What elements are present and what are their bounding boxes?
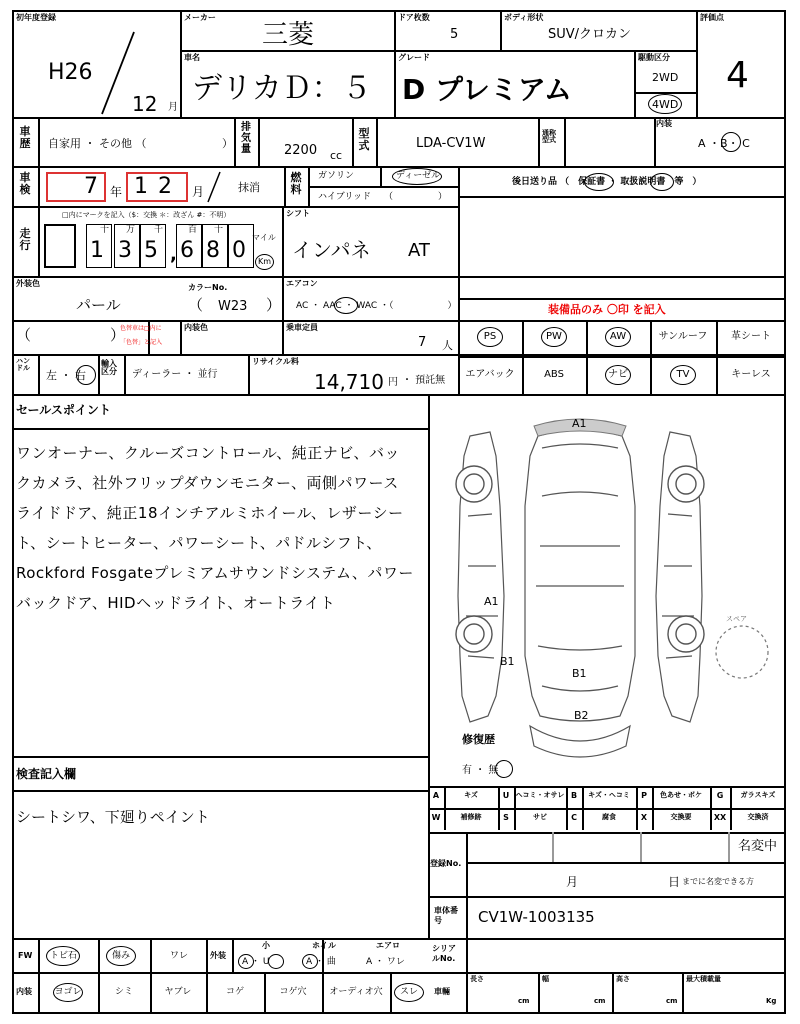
divider (612, 972, 614, 1014)
aero-options: A ・ ワレ (366, 957, 405, 967)
drive-circle-mark (648, 94, 682, 114)
aircon-options: AC ・ AAC ・ WAC ・（ ） (296, 301, 457, 311)
mileage-mark-box (44, 224, 76, 268)
divider (710, 786, 712, 830)
exterior-color-value: パール (76, 296, 121, 314)
equipment-item: TV (676, 369, 690, 380)
mileage-label: 走行 (19, 227, 31, 253)
equipment-item: PS (483, 331, 497, 342)
first-reg-label: 初年度登録 (16, 13, 56, 22)
name-change-label: 名変中 (738, 839, 778, 854)
odometer-digit: 3 (118, 238, 132, 263)
fw-damage-circle-mark (106, 946, 136, 966)
interior-damage-circle-mark (394, 983, 424, 1002)
divider (636, 786, 638, 830)
import-options: ディーラー ・ 並行 (132, 369, 218, 380)
fw-item-crack: ワレ (170, 951, 189, 961)
legend-cell: 交換済 (747, 813, 769, 821)
legend-cell: キズ・ヘコミ (588, 791, 630, 799)
mileage-note: □内にマークを記入（$：交換 ＊：改ざん #：不明） (62, 211, 231, 219)
color-no-paren-close: ） (266, 296, 282, 314)
odometer-unit-label: 百 (188, 225, 198, 235)
divider (696, 10, 698, 117)
divider (458, 166, 460, 394)
diagram-label-b1-side: B1 (500, 655, 515, 668)
interior-damage-item: スレ (399, 987, 418, 997)
aero-label: エアロ (376, 941, 400, 950)
drive-2wd: 2WD (652, 71, 679, 84)
mileage-unit-km: Km (258, 257, 272, 266)
fuel-hybrid-paren: （ ） (384, 192, 448, 202)
divider (500, 10, 502, 50)
legend-cell: S (503, 813, 509, 822)
max-load-unit: Kg (766, 997, 777, 1005)
divider (428, 832, 786, 834)
insp-month: 12 (134, 174, 182, 199)
repair-circle-mark (495, 760, 513, 778)
capacity-label: 乗車定員 (286, 323, 318, 332)
legend-cell: サビ (533, 813, 547, 821)
divider (538, 972, 540, 1014)
recycle-yen: 円 (388, 377, 398, 388)
registration-day: 日 (668, 875, 681, 889)
history-label: 車歴 (19, 125, 31, 151)
insp-slash (204, 170, 224, 204)
diagram-label-a1-top: A1 (572, 417, 587, 430)
divider (352, 117, 354, 166)
score-value: 4 (726, 55, 749, 96)
divider (12, 756, 428, 758)
insp-year-suffix: 年 (110, 185, 123, 199)
interior-grade-label: 内装 (656, 119, 672, 128)
divider (38, 354, 40, 394)
equipment-note: 装備品のみ 〇印 を記入 (548, 303, 666, 316)
divider (282, 320, 284, 354)
odometer-unit-label: 十 (100, 225, 110, 235)
legend-cell: 色あせ・ボケ (660, 791, 702, 799)
divider (458, 196, 786, 198)
small-label: 小 (262, 941, 270, 950)
equipment-item: 革シート (731, 331, 771, 342)
legend-cell: XX (713, 813, 727, 822)
divider (38, 938, 40, 1014)
handle-options: 左 ・ 右 (46, 369, 86, 382)
divider (466, 896, 468, 938)
fw-item-chip: トビ石 (50, 951, 78, 961)
color-no-label: カラーNo. (188, 283, 228, 292)
wheel-label: ホイル (312, 941, 336, 950)
width-label: 幅 (542, 975, 549, 983)
equipment-item: PW (546, 331, 562, 342)
interior-color-label: 内装色 (184, 323, 208, 332)
divider (428, 786, 786, 788)
color-no-paren-open: （ (188, 296, 204, 314)
divider (498, 786, 500, 830)
insp-cancelled: 抹消 (238, 181, 260, 194)
legend-cell: G (716, 791, 724, 800)
model-label: 型式 (358, 127, 370, 153)
interior-damage-item: ヨゴレ (54, 987, 82, 997)
sales-point-line: クカメラ、社外フリップダウンモニター、両側パワース (16, 474, 399, 492)
damage-diagram (430, 396, 786, 776)
recycle-label: リサイクル料 (252, 357, 299, 366)
insp-month-suffix: 月 (192, 185, 205, 199)
diagram-label-b1-rear: B1 (572, 667, 587, 680)
repair-history-title: 修復歴 (462, 733, 495, 746)
equipment-circle-mark (477, 327, 503, 347)
divider (376, 117, 378, 166)
interior-damage-label: 内装 (16, 987, 32, 996)
color-change-paren-close: ） (110, 326, 126, 344)
history-paren-close: ） (222, 137, 233, 150)
car-name-value: デリカＤ：５ (192, 71, 372, 106)
legend-cell: 交換要 (670, 813, 692, 821)
odometer-digit: 8 (206, 238, 220, 263)
score-label: 評価点 (700, 13, 724, 22)
displacement-label: 排気量 (241, 122, 251, 155)
fw-label: FW (18, 951, 33, 960)
drive-label: 駆動区分 (638, 53, 670, 62)
equipment-item: エアバック (465, 369, 515, 380)
color-change-paren-open: （ (16, 326, 32, 344)
interior-damage-item: コゲ (225, 987, 244, 997)
first-reg-month: 12 (132, 92, 158, 116)
sales-point-line: ライドドア、純正18インチアルミホイール、レザーシー (16, 504, 404, 522)
fw-chip-circle-mark (46, 946, 80, 966)
aircon-circle-mark (334, 297, 358, 314)
capacity-value: 7 (418, 335, 427, 350)
divider (232, 938, 234, 972)
diagram-label-b2: B2 (574, 709, 589, 722)
equipment-item: AW (609, 331, 627, 342)
registration-label: 登録No. (430, 859, 462, 868)
exterior-small-label: 外装 (210, 951, 226, 960)
small-circle-mark (238, 954, 254, 969)
diagram-spare: スペア (726, 615, 747, 623)
car-name-label: 車名 (184, 53, 200, 62)
handle-label: ハンドル (16, 357, 30, 372)
divider (12, 972, 428, 974)
length-label: 長さ (470, 975, 484, 983)
odometer-unit-label: 万 (126, 225, 136, 235)
shift-label: シフト (286, 209, 310, 218)
divider (282, 206, 284, 276)
equipment-item: ABS (544, 369, 564, 380)
divider (428, 808, 786, 810)
equipment-item: キーレス (731, 369, 771, 380)
inspection-notes-title: 検査記入欄 (16, 767, 77, 781)
divider (730, 786, 732, 830)
divider (538, 117, 540, 166)
divider (380, 166, 382, 186)
legend-cell: P (641, 791, 647, 800)
sales-point-title: セールスポイント (16, 403, 111, 417)
import-label: 輸入区分 (101, 359, 117, 376)
legend-cell: 腐食 (602, 813, 616, 821)
divider (150, 938, 152, 1014)
fw-item-damage: 傷み (112, 951, 131, 961)
interior-damage-item: シミ (114, 987, 133, 997)
displacement-unit: cc (330, 149, 343, 162)
divider (234, 117, 236, 166)
first-reg-month-suffix: 月 (168, 102, 178, 113)
body-type-value: SUV/クロカン (548, 27, 632, 42)
fuel-diesel: ディーゼル (396, 171, 441, 181)
later-docs-mark (650, 173, 674, 191)
common-model-label: 通称型式 (542, 129, 556, 144)
fuel-hybrid: ハイブリッド (318, 192, 372, 202)
divider (458, 356, 786, 358)
divider (682, 972, 684, 1014)
equipment-circle-mark (541, 327, 567, 347)
divider (640, 832, 642, 862)
divider (428, 972, 786, 974)
registration-month: 月 (566, 875, 579, 889)
fuel-circle-mark (392, 168, 442, 185)
odometer-unit-label: 千 (154, 225, 164, 235)
drive-4wd: 4WD (652, 98, 679, 111)
equipment-circle-mark (605, 365, 631, 385)
vin-label: 車体番号 (434, 906, 458, 926)
height-unit: cm (666, 997, 678, 1005)
divider (12, 790, 428, 792)
divider (206, 938, 208, 1014)
color-no-value: W23 (218, 299, 248, 314)
interior-grade-options: A ・B・ C (698, 137, 750, 150)
max-load-label: 最大積載量 (686, 975, 721, 983)
odometer-digit: 1 (90, 238, 104, 263)
height-label: 高さ (616, 975, 630, 983)
legend-cell: B (570, 791, 578, 800)
repair-history-options: 有 ・ 無 (462, 765, 499, 776)
registration-deadline: までに名変できる方 (682, 877, 754, 886)
divider (180, 320, 182, 354)
divider (466, 938, 468, 1014)
shift-position: インパネ (292, 238, 371, 262)
divider (308, 186, 458, 188)
interior-damage-circle-mark (53, 983, 83, 1002)
divider (180, 10, 182, 117)
handle-circle-mark (76, 365, 96, 385)
divider (566, 786, 568, 830)
sales-point-line: ト、シートヒーター、パワーシート、パドルシフト、 (16, 534, 382, 552)
legend-cell: ヘコミ・オサレ (515, 791, 565, 799)
divider (514, 786, 516, 830)
displacement-value: 2200 (284, 143, 318, 158)
small-options: A ・ U (242, 957, 270, 967)
divider (634, 50, 636, 117)
small-circle-mark (268, 954, 284, 969)
recycle-deposit: ・ 預託無 (402, 375, 446, 386)
interior-grade-circle-mark (721, 132, 741, 152)
divider (652, 786, 654, 830)
odometer-digit: 0 (232, 238, 246, 263)
vin-value: CV1W-1003135 (478, 908, 595, 926)
interior-damage-item: コゲ穴 (279, 987, 307, 997)
divider (98, 938, 100, 1014)
doors-value: 5 (450, 27, 459, 42)
color-change-note-2: 「色替」と記入 (120, 339, 163, 346)
legend-cell: ガラスキズ (740, 791, 776, 799)
divider (38, 166, 40, 206)
divider (12, 938, 786, 940)
legend-cell: W (431, 813, 441, 822)
legend-cell: C (571, 813, 577, 822)
equipment-item: サンルーフ (658, 331, 708, 342)
later-docs: 後日送り品 （ 保証書 ・ 取扱説明書 等 ） (512, 177, 702, 187)
wheel-options: A ・ 曲 (306, 957, 336, 967)
legend-cell: A (432, 791, 440, 800)
divider (98, 354, 100, 394)
divider (12, 428, 428, 430)
exterior-color-label: 外装色 (16, 279, 40, 288)
odometer-digit: 5 (144, 238, 158, 263)
serial-label: シリアルNo. (432, 944, 456, 964)
diagram-label-a1-side: A1 (484, 595, 499, 608)
equipment-circle-mark (605, 327, 631, 347)
legend-cell: U (502, 791, 510, 800)
divider (180, 50, 696, 52)
divider (12, 276, 786, 278)
divider (582, 786, 584, 830)
mileage-unit-mile: マイル (252, 233, 276, 242)
grade-value: D プレミアム (402, 73, 572, 106)
fuel-label: 燃料 (290, 171, 302, 197)
fuel-gasoline: ガソリン (318, 171, 355, 181)
divider (124, 354, 126, 394)
odometer-digit: 6 (180, 238, 194, 263)
recycle-amount: 14,710 (314, 370, 384, 394)
aircon-label: エアコン (286, 279, 318, 288)
divider (248, 354, 250, 394)
divider (466, 832, 468, 896)
divider (458, 298, 786, 300)
length-unit: cm (518, 997, 530, 1005)
divider (12, 320, 458, 322)
divider (552, 832, 554, 862)
divider (458, 320, 786, 322)
inspection-notes-text: シートシワ、下廻りペイント (16, 808, 210, 826)
width-unit: cm (594, 997, 606, 1005)
interior-damage-item: ヤブレ (164, 987, 192, 997)
legend-cell: キズ (464, 791, 478, 799)
model-value: LDA-CV1W (416, 136, 486, 151)
grade-label: グレード (398, 53, 430, 62)
equipment-item: ナビ (608, 369, 628, 380)
odometer-comma: , (170, 244, 177, 265)
later-docs-mark (584, 173, 614, 191)
divider (394, 10, 396, 117)
divider (428, 896, 786, 898)
sales-point-line: ワンオーナー、クルーズコントロール、純正ナビ、バッ (16, 444, 401, 462)
divider (564, 117, 566, 166)
divider (38, 117, 40, 166)
divider (466, 862, 786, 864)
mileage-unit-circle-mark (255, 254, 274, 270)
sales-point-line: バックドア、HIDヘッドライト、オートライト (16, 594, 336, 612)
wheel-circle-mark (302, 954, 318, 969)
insp-year: 7 (84, 174, 98, 199)
divider (284, 166, 286, 206)
divider (12, 166, 786, 168)
shift-type: AT (408, 240, 430, 261)
divider (12, 206, 458, 208)
history-value: 自家用 ・ その他 （ (48, 137, 147, 150)
body-type-label: ボディ形状 (504, 13, 544, 22)
capacity-unit: 人 (442, 339, 453, 352)
odometer-unit-label: 十 (214, 225, 224, 235)
inspection-label: 車検 (19, 171, 31, 197)
sales-point-line: Rockford Fosgateプレミアムサウンドシステム、パワー (16, 564, 414, 582)
maker-value: 三菱 (262, 20, 315, 50)
first-reg-era-year: H26 (48, 60, 93, 85)
legend-cell: X (640, 813, 648, 822)
divider (38, 206, 40, 276)
divider (728, 832, 730, 862)
divider (444, 786, 446, 830)
color-change-note-1: 色替車は□内に (120, 325, 162, 332)
maker-label: メーカー (184, 13, 216, 22)
legend-cell: 補修跡 (460, 813, 482, 821)
interior-damage-item: オーディオ穴 (329, 987, 383, 997)
equipment-circle-mark (670, 365, 696, 385)
doors-label: ドア枚数 (398, 13, 430, 22)
divider (258, 117, 260, 166)
vehicle-size-label: 車輛 (434, 987, 450, 996)
divider (282, 276, 284, 320)
